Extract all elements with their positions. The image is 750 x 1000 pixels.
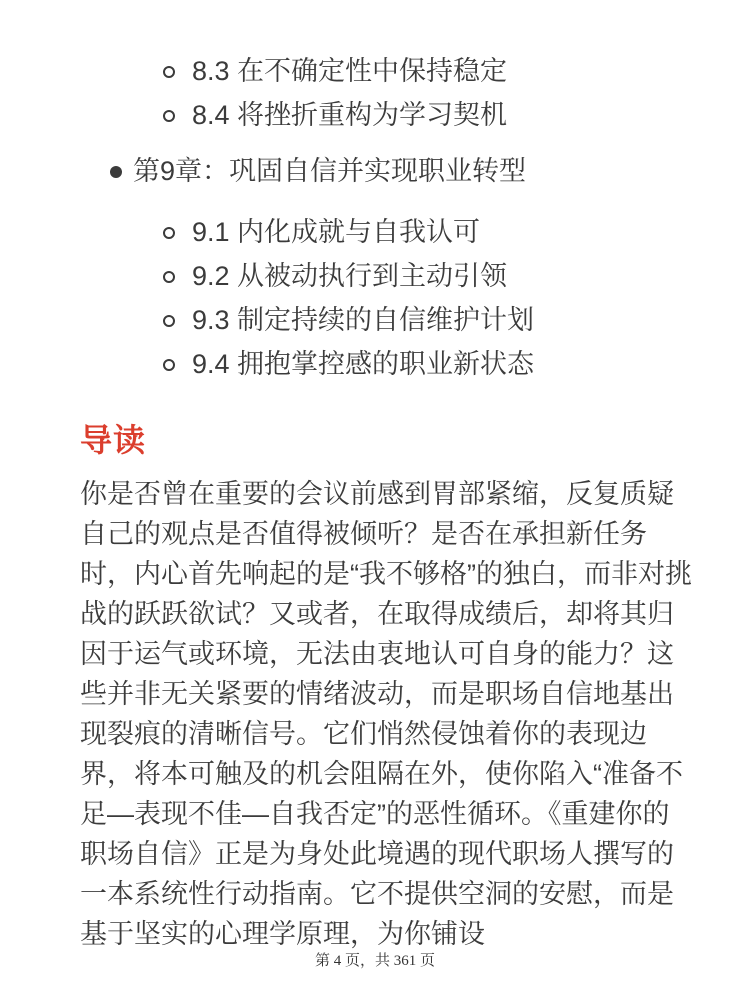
intro-paragraph: 你是否曾在重要的会议前感到胃部紧缩，反复质疑自己的观点是否值得被倾听？是否在承担新任务时，内心首先响起的是“我不够格”的独白，而非对挑战的跃跃欲试？又或者，在取得成绩后，却将其归因于运气或环境，无法由衷地认可自身的能力？这些并非无关紧要的情绪波动，而是职场自信地基出现裂痕的清晰信号。它们悄然侵蚀着你的表现边界，将本可触及的机会阻隔在外，使你陷入“准备不足—表现不佳—自我否定”的恶性循环。《重建你的职场自信》正是为身处此境遇的现代职场人撰写的一本系统性行动指南。它不提供空洞的安慰，而是基于坚实的心理学原理，为你铺设 bbox=[80, 479, 692, 949]
section-heading: 导读 bbox=[80, 422, 147, 458]
toc-item-label: 9.2 从被动执行到主动引领 bbox=[192, 261, 508, 291]
circle-bullet-icon bbox=[163, 359, 175, 371]
toc-chapter8-sublist bbox=[80, 51, 692, 135]
toc-item-label: 9.4 拥抱掌控感的职业新状态 bbox=[192, 349, 535, 379]
toc-chapter9-sublist bbox=[133, 212, 692, 384]
page-footer bbox=[0, 949, 750, 970]
toc-item-9-2 bbox=[192, 256, 692, 296]
toc-item-label: 8.4 将挫折重构为学习契机 bbox=[192, 100, 508, 130]
toc-item-8-4 bbox=[192, 95, 692, 135]
toc-item-chapter9 bbox=[133, 151, 692, 384]
toc-item-label: 9.3 制定持续的自信维护计划 bbox=[192, 305, 535, 335]
toc-chapter9-label: 第9章：巩固自信并实现职业转型 bbox=[133, 156, 527, 186]
toc-item-label: 9.1 内化成就与自我认可 bbox=[192, 217, 481, 247]
circle-bullet-icon bbox=[163, 315, 175, 327]
disc-bullet-icon bbox=[110, 166, 122, 178]
page-indicator: 第 4 页，共 361 页 bbox=[314, 953, 435, 969]
toc-item-9-4 bbox=[192, 344, 692, 384]
toc-item-9-3 bbox=[192, 300, 692, 340]
toc-item-label: 8.3 在不确定性中保持稳定 bbox=[192, 56, 508, 86]
circle-bullet-icon bbox=[163, 110, 175, 122]
toc-item-8-3 bbox=[192, 51, 692, 91]
circle-bullet-icon bbox=[163, 271, 175, 283]
toc-item-9-1 bbox=[192, 212, 692, 252]
toc-chapter9-list bbox=[80, 151, 692, 384]
page-content bbox=[0, 51, 750, 954]
circle-bullet-icon bbox=[163, 227, 175, 239]
circle-bullet-icon bbox=[163, 66, 175, 78]
